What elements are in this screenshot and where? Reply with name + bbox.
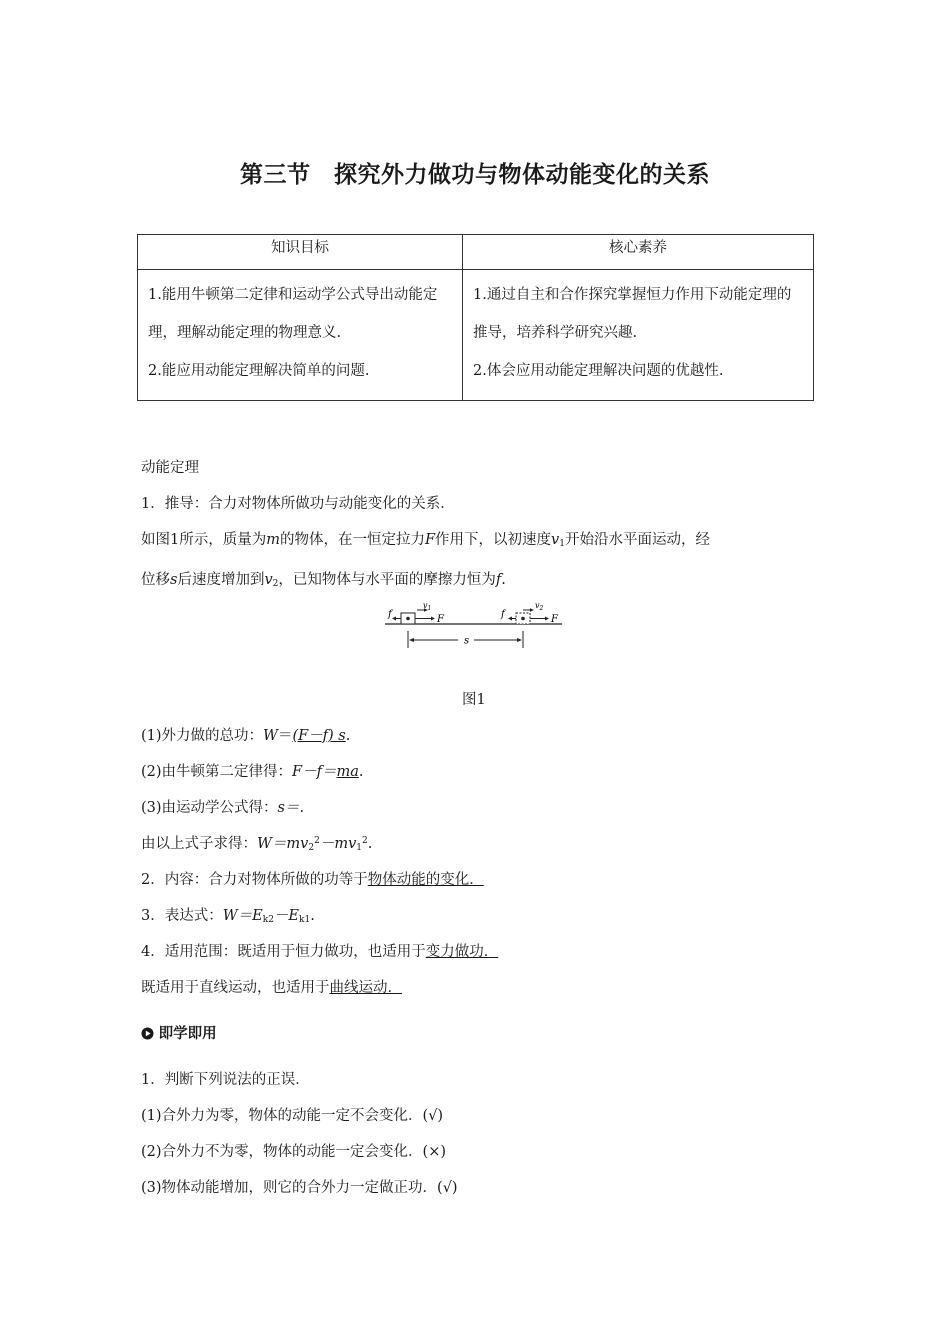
answer-newton: ma: [336, 764, 359, 780]
block-start-center: [406, 617, 410, 621]
statement-3: (3)物体动能增加，则它的合外力一定做正功．(√): [141, 1180, 458, 1196]
knowledge-goal-1: 1.能用牛顿第二定律和运动学公式导出动能定理，理解动能定理的物理意义.: [148, 287, 438, 341]
kinematics-line: (3)由运动学公式得：s＝.: [141, 800, 305, 816]
expression-line: 3．表达式：$W=E_{k2}-E_{k1}$.: [141, 908, 315, 925]
content-line: 2．内容：合力对物体所做的功等于物体动能的变化．: [141, 872, 484, 888]
answer-content: 物体动能的变化．: [367, 872, 484, 888]
figure-caption: 图1: [462, 692, 486, 708]
label-F-start: F: [437, 614, 444, 625]
core-literacy-1: 1.通过自主和合作探究掌握恒力作用下动能定理的推导，培养科学研究兴趣.: [473, 287, 792, 341]
statement-2: (2)合外力不为零，物体的动能一定会变化．(×): [141, 1144, 447, 1160]
header-knowledge-goals: 知识目标: [138, 235, 463, 270]
block-end-center: [521, 617, 525, 621]
label-f-end: f: [501, 609, 505, 620]
section-heading: 动能定理: [141, 460, 199, 476]
knowledge-goals-cell: [138, 270, 463, 401]
answer-total-work: (F－f) s: [292, 728, 346, 744]
label-f-start: f: [388, 609, 392, 620]
newton-law-line: (2)由牛顿第二定律得：F－f＝ma.: [141, 764, 364, 780]
page-title: 第三节 探究外力做功与物体动能变化的关系: [240, 162, 710, 188]
practice-heading: 即学即用: [141, 1022, 217, 1043]
knowledge-goal-2: 2.能应用动能定理解决简单的问题.: [148, 363, 370, 379]
question-intro: 1．判断下列说法的正误．: [141, 1072, 310, 1088]
derivation-intro: 1．推导：合力对物体所做功与动能变化的关系．: [141, 496, 455, 512]
total-work-line: (1)外力做的总功：W＝(F－f) s.: [141, 728, 351, 744]
goals-table: [137, 234, 814, 401]
scope-line: 4．适用范围：既适用于恒力做功，也适用于变力做功．: [141, 944, 499, 960]
header-core-literacy: 核心素养: [463, 235, 814, 270]
label-s: s: [464, 635, 470, 647]
problem-text-line-1: 如图1所示，质量为m的物体，在一恒定拉力F作用下，以初速度$v_1$开始沿水平面运动，经: [141, 532, 710, 549]
core-literacy-cell: [463, 270, 814, 401]
label-v2: $v_2$: [535, 601, 544, 612]
answer-scope-motion: 曲线运动．: [329, 980, 402, 996]
statement-1: (1)合外力为零，物体的动能一定不会变化．(√): [141, 1108, 444, 1124]
label-F-end: F: [551, 614, 558, 625]
label-v1: $v_1$: [423, 601, 432, 612]
result-line: 由以上式子求得：$W=mv_2^2-mv_1^2$.: [141, 836, 373, 853]
play-circle-icon: [141, 1027, 154, 1040]
answer-scope-force: 变力做功．: [425, 944, 499, 960]
core-literacy-2: 2.体会应用动能定理解决问题的优越性.: [473, 363, 724, 379]
scope-motion-line: 既适用于直线运动，也适用于曲线运动．: [141, 980, 402, 996]
motion-diagram: [380, 600, 570, 652]
problem-text-line-2: 位移s后速度增加到$v_2$，已知物体与水平面的摩擦力恒为f.: [141, 572, 506, 589]
